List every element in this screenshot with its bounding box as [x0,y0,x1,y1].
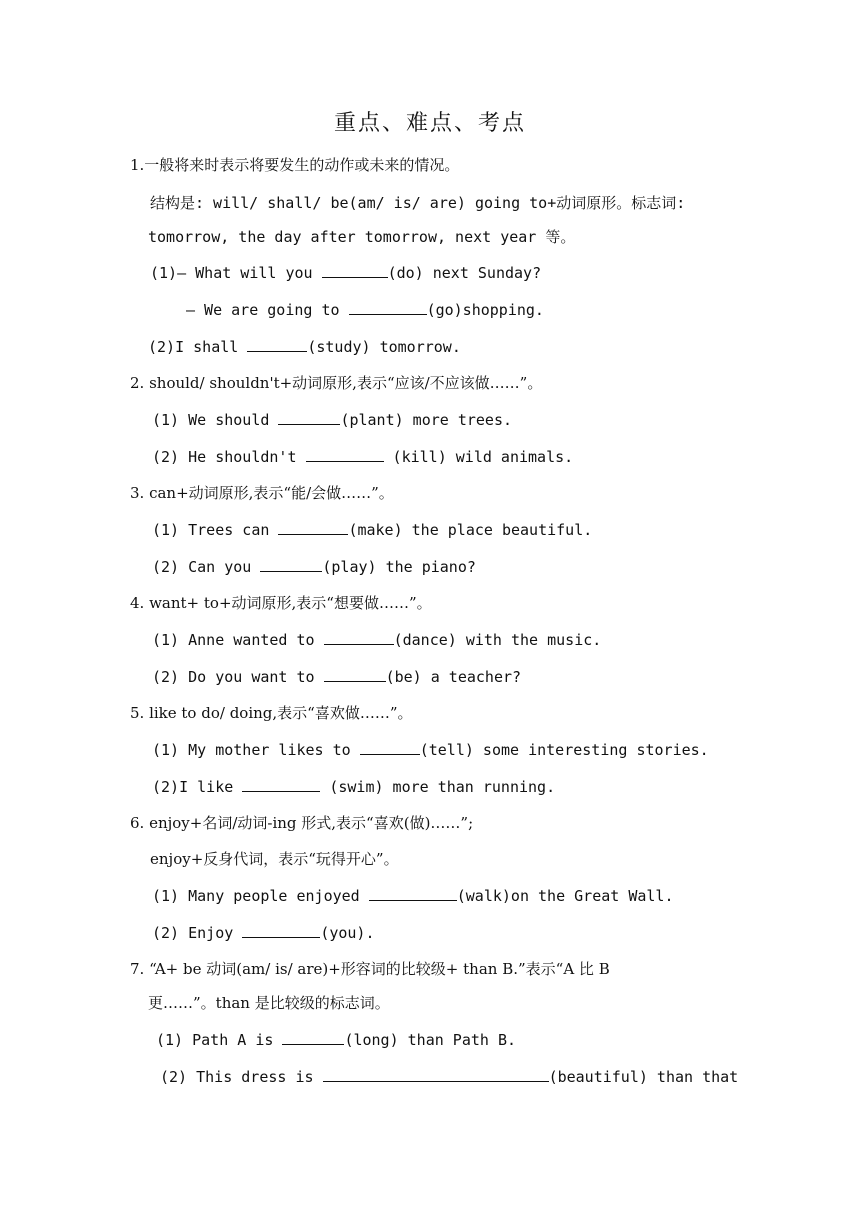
answer-blank[interactable] [322,263,388,278]
exercise-7-2 [160,1067,738,1087]
exercise-hint: (tell) some interesting stories. [419,741,709,759]
exercise-hint: (kill) wild animals. [383,448,574,466]
exercise-hint: (go)shopping. [426,301,544,319]
section-2-heading: 2. should/ shouldn't+动词原形,表示“应该/不应该做……”。 [130,374,543,392]
exercise-hint: (walk)on the Great Wall. [456,887,674,905]
exercise-text: (1)— What will you [150,264,322,282]
exercise-text: (2) Can you [152,558,261,576]
answer-blank[interactable] [242,923,320,938]
answer-blank[interactable] [360,740,420,755]
exercise-4-1 [152,630,601,650]
exercise-hint: (plant) more trees. [340,411,513,429]
exercise-text: (2) Enjoy [152,924,243,942]
exercise-3-2 [152,557,476,577]
exercise-4-2 [152,667,521,687]
exercise-text: (1) Anne wanted to [152,631,324,649]
exercise-3-1 [152,520,592,540]
exercise-5-2 [152,777,555,797]
section-1-heading: 1.一般将来时表示将要发生的动作或未来的情况。 [130,156,460,174]
answer-blank[interactable] [282,1030,344,1045]
exercise-text: (1) My mother likes to [152,741,360,759]
answer-blank[interactable] [324,630,394,645]
exercise-hint: (swim) more than running. [320,778,556,796]
answer-blank[interactable] [247,337,307,352]
section-6-note: enjoy+反身代词，表示“玩得开心”。 [150,850,399,868]
exercise-text: (1) Many people enjoyed [152,887,369,905]
exercise-1-1-answer [186,300,544,320]
section-3-heading: 3. can+动词原形,表示“能/会做……”。 [130,484,394,502]
exercise-text: (1) Path A is [156,1031,283,1049]
exercise-hint: (study) tomorrow. [307,338,461,356]
exercise-hint: (play) the piano? [322,558,476,576]
answer-blank[interactable] [278,410,340,425]
section-6-heading: 6. enjoy+名词/动词-ing 形式,表示“喜欢(做)……”; [130,814,474,832]
answer-blank[interactable] [278,520,348,535]
answer-blank[interactable] [242,777,320,792]
exercise-hint: (long) than Path B. [344,1031,517,1049]
answer-blank[interactable] [260,557,322,572]
exercise-text: (2) He shouldn't [152,448,306,466]
answer-blank[interactable] [324,667,386,682]
exercise-hint: (make) the place beautiful. [348,521,593,539]
section-1-structure: 结构是: will/ shall/ be(am/ is/ are) going to+动词原形。标志词: [150,194,686,212]
exercise-hint: (dance) with the music. [393,631,602,649]
exercise-text: (2)I shall [148,338,248,356]
section-4-heading: 4. want+ to+动词原形,表示“想要做……”。 [130,594,432,612]
exercise-5-1 [152,740,709,760]
exercise-1-2 [148,337,461,357]
exercise-hint: (beautiful) than that [548,1068,739,1086]
exercise-hint: (you). [320,924,375,942]
exercise-7-1 [156,1030,516,1050]
exercise-text: (1) Trees can [152,521,279,539]
exercise-1-1-question [150,263,541,283]
exercise-hint: (be) a teacher? [385,668,522,686]
exercise-2-2 [152,447,573,467]
exercise-text: (2)I like [152,778,243,796]
answer-blank[interactable] [323,1067,549,1082]
answer-blank[interactable] [349,300,427,315]
section-7-heading: 7. “A+ be 动词(am/ is/ are)+形容词的比较级+ than B.”表示“A 比 B [130,960,610,978]
section-7-note: 更……”。than 是比较级的标志词。 [148,994,390,1012]
exercise-6-2 [152,923,375,943]
exercise-2-1 [152,410,512,430]
exercise-6-1 [152,886,674,906]
section-1-markers: tomorrow, the day after tomorrow, next year 等。 [148,228,576,246]
page-title: 重点、难点、考点 [333,111,526,136]
exercise-text: (2) This dress is [160,1068,323,1086]
exercise-text: (1) We should [152,411,279,429]
exercise-text: (2) Do you want to [152,668,324,686]
answer-blank[interactable] [369,886,457,901]
answer-blank[interactable] [306,447,384,462]
exercise-text: — We are going to [186,301,349,319]
exercise-hint: (do) next Sunday? [387,264,542,282]
section-5-heading: 5. like to do/ doing,表示“喜欢做……”。 [130,704,413,722]
